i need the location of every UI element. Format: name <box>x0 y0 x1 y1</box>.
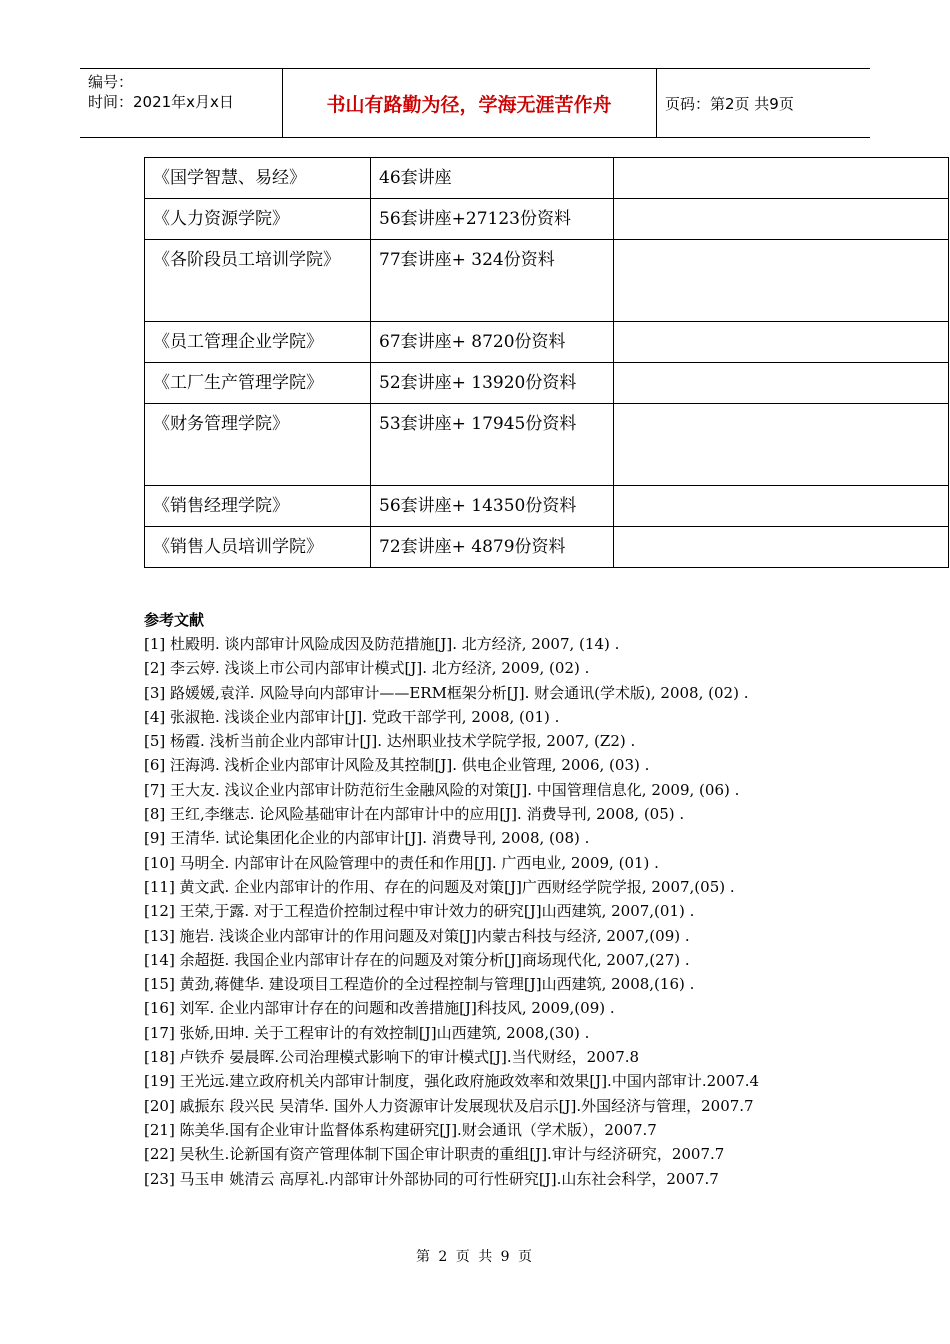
course-content: 56套讲座+27123份资料 <box>371 199 614 240</box>
reference-item: [23] 马玉申 姚清云 高厚礼.内部审计外部协同的可行性研究[J].山东社会科学，2007.7 <box>144 1169 719 1188</box>
document-date: 时间：2021年x月x日 <box>88 93 234 111</box>
course-extra <box>614 240 949 322</box>
header-motto: 书山有路勤为径，学海无涯苦作舟 <box>326 93 612 116</box>
course-extra <box>614 363 949 404</box>
reference-item: [1] 杜殿明. 谈内部审计风险成因及防范措施[J]. 北方经济, 2007, (14) . <box>144 635 620 653</box>
course-content: 46套讲座 <box>371 158 614 199</box>
reference-item: [2] 李云婷. 浅谈上市公司内部审计模式[J]. 北方经济, 2009, (02) . <box>144 659 590 678</box>
course-extra <box>614 404 949 486</box>
reference-item: [7] 王大友. 浅议企业内部审计防范衍生金融风险的对策[J]. 中国管理信息化, 2009, (06) . <box>144 780 740 799</box>
table-row <box>145 240 949 322</box>
table-row <box>145 486 949 527</box>
course-extra <box>614 527 949 568</box>
references-section <box>144 609 934 1191</box>
course-extra <box>614 322 949 363</box>
catalog-table <box>144 157 949 568</box>
course-name: 《员工管理企业学院》 <box>145 322 371 363</box>
table-row <box>145 199 949 240</box>
course-content: 53套讲座+ 17945份资料 <box>371 404 614 486</box>
course-content: 56套讲座+ 14350份资料 <box>371 486 614 527</box>
course-name: 《财务管理学院》 <box>145 404 371 486</box>
reference-item: [18] 卢铁乔 晏晨晖.公司治理模式影响下的审计模式[J].当代财经，2007.8 <box>144 1048 640 1067</box>
table-row <box>145 404 949 486</box>
document-number: 编号： <box>88 73 134 91</box>
reference-item: [3] 路媛媛,袁洋. 风险导向内部审计——ERM框架分析[J]. 财会通讯(学术版), 2008, (02) . <box>144 683 749 702</box>
course-extra <box>614 158 949 199</box>
course-name: 《销售经理学院》 <box>145 486 371 527</box>
reference-item: [11] 黄文武. 企业内部审计的作用、存在的问题及对策[J]广西财经学院学报, 2007,(05) . <box>144 877 735 896</box>
references-title: 参考文献 <box>144 611 205 629</box>
reference-item: [16] 刘军. 企业内部审计存在的问题和改善措施[J]科技风, 2009,(09) . <box>144 999 615 1018</box>
course-extra <box>614 199 949 240</box>
reference-item: [10] 马明全. 内部审计在风险管理中的责任和作用[J]. 广西电业, 2009, (01) . <box>144 853 659 872</box>
course-content: 52套讲座+ 13920份资料 <box>371 363 614 404</box>
course-name: 《国学智慧、易经》 <box>145 158 371 199</box>
course-name: 《销售人员培训学院》 <box>145 527 371 568</box>
reference-item: [5] 杨霞. 浅析当前企业内部审计[J]. 达州职业技术学院学报, 2007, (Z2) . <box>144 732 636 751</box>
reference-item: [12] 王荣,于露. 对于工程造价控制过程中审计效力的研究[J]山西建筑, 2007,(01) . <box>144 902 695 921</box>
header-page-info: 页码：第2页 共9页 <box>665 94 794 113</box>
course-name: 《各阶段员工培训学院》 <box>145 240 371 322</box>
course-name: 《工厂生产管理学院》 <box>145 363 371 404</box>
reference-item: [22] 吴秋生.论新国有资产管理体制下国企审计职责的重组[J].审计与经济研究，2007.7 <box>144 1145 725 1164</box>
course-content: 72套讲座+ 4879份资料 <box>371 527 614 568</box>
table-row <box>145 158 949 199</box>
table-row <box>145 363 949 404</box>
reference-item: [14] 余超挺. 我国企业内部审计存在的问题及对策分析[J]商场现代化, 2007,(27) . <box>144 950 690 969</box>
reference-item: [21] 陈美华.国有企业审计监督体系构建研究[J].财会通讯（学术版），2007.7 <box>144 1120 657 1139</box>
reference-item: [19] 王光远.建立政府机关内部审计制度，强化政府施政效率和效果[J].中国内部审计.2007.4 <box>144 1072 760 1091</box>
reference-item: [17] 张娇,田坤. 关于工程审计的有效控制[J]山西建筑, 2008,(30) . <box>144 1023 590 1042</box>
course-name: 《人力资源学院》 <box>145 199 371 240</box>
page-footer: 第 2 页 共 9 页 <box>415 1249 535 1265</box>
reference-item: [9] 王清华. 试论集团化企业的内部审计[J]. 消费导刊, 2008, (08) . <box>144 829 590 848</box>
reference-item: [15] 黄劲,蒋健华. 建设项目工程造价的全过程控制与管理[J]山西建筑, 2008,(16) . <box>144 975 695 994</box>
course-extra <box>614 486 949 527</box>
reference-item: [13] 施岩. 浅谈企业内部审计的作用问题及对策[J]内蒙古科技与经济, 2007,(09) . <box>144 926 690 945</box>
page-header <box>80 68 870 138</box>
table-row <box>145 527 949 568</box>
header-meta <box>88 72 278 112</box>
reference-item: [20] 戚振东 段兴民 吴清华. 国外人力资源审计发展现状及启示[J].外国经济与管理，2007.7 <box>144 1096 754 1115</box>
header-divider <box>656 69 657 137</box>
reference-item: [8] 王红,李继志. 论风险基础审计在内部审计中的应用[J]. 消费导刊, 2008, (05) . <box>144 805 685 824</box>
course-content: 77套讲座+ 324份资料 <box>371 240 614 322</box>
reference-item: [4] 张淑艳. 浅谈企业内部审计[J]. 党政干部学刊, 2008, (01) . <box>144 707 560 726</box>
course-content: 67套讲座+ 8720份资料 <box>371 322 614 363</box>
reference-item: [6] 汪海鸿. 浅析企业内部审计风险及其控制[J]. 供电企业管理, 2006, (03) . <box>144 756 650 775</box>
table-row <box>145 322 949 363</box>
